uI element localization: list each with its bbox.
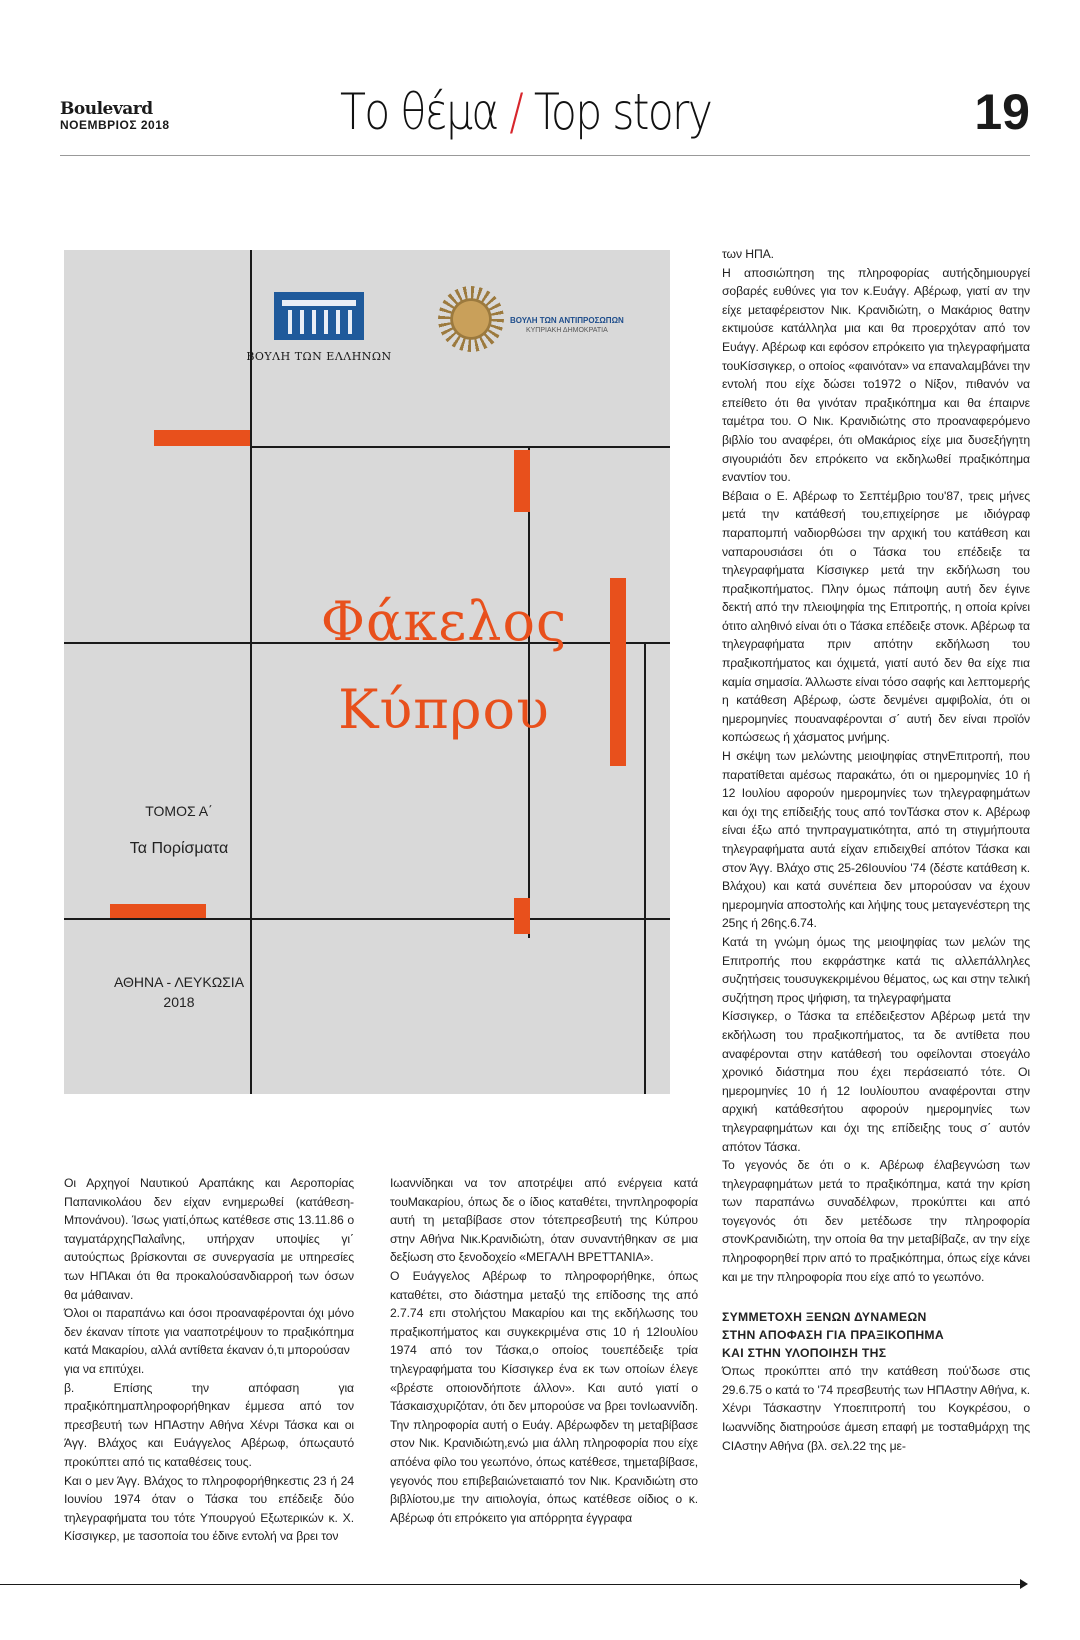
article-column-2 bbox=[390, 1174, 698, 1527]
masthead bbox=[60, 80, 1030, 156]
article-column-3 bbox=[722, 245, 1030, 1455]
article-paragraph: Και ο μεν Άγγ. Βλάχος το πληροφορήθηκεστις 23 ή 24 Ιουνίου 1974 όταν ο Τάσκα του επέδειξε δύο τηλεγραφήματα του τότε Υπουργού Εξωτερικών κ. Χ. Κίσσιγκερ, με τασοποία του έδινε εντολή να βρει τον bbox=[64, 1473, 354, 1544]
article-paragraph: Ιωαννίδηκαι να τον αποτρέψει από ενέργεια κατά τουΜακαρίου, όπως δε ο ίδιος καταθέτει, τηνπληροφορία αυτή τη μεταβίβασε στον τότεπρεσβευτή της Κύπρου στην Αθήνα Νικ.Κρανιδιώτη, όταν συναντήθηκαν σε μια δεξίωση στο ξενοδοχείο «ΜΕΓΑΛΗ ΒΡΕΤΤΑΝΙΑ». bbox=[390, 1176, 698, 1265]
article-paragraph: των ΗΠΑ. bbox=[722, 247, 774, 261]
cover-year: 2018 bbox=[163, 994, 195, 1010]
cover-line bbox=[250, 250, 252, 1094]
hellenic-parliament-logo bbox=[244, 292, 394, 363]
page-number: 19 bbox=[974, 84, 1030, 140]
parliament-caption: ΒΟΥΛΗ ΤΩΝ ΕΛΛΗΝΩΝ bbox=[246, 350, 392, 363]
header-divider bbox=[60, 155, 1030, 156]
cover-volume-subtitle: Τα Πορίσματα bbox=[129, 840, 229, 857]
section-title-greek: Το θέμα bbox=[340, 83, 498, 141]
cover-title-line1: Φάκελος bbox=[320, 590, 568, 653]
continue-arrow-icon bbox=[1020, 1579, 1028, 1589]
article-paragraph: Κίσσιγκερ, ο Τάσκα τα επέδειξεστον Αβέρωφ μετά την εκδήλωση του πραξικοπήματος, τα δε αντίθετα που αναφέρονται στην κατάθεσή του οφείλονται στοεγάλο χρονικό διάστημα που έχει περάσειαπό τότε. Οι ημερομηνίες 10 ή 12 Ιουλίουπου αναφέρονται στην αρχική κατάθεσήτου αφορούν ημερομηνίες των τηλεγραφημάτων και όχι της επίδειξης τους σ΄ αυτόν απότον Τάσκα. bbox=[722, 1009, 1030, 1154]
issue-date: ΝΟΕΜΒΡΙΟΣ 2018 bbox=[60, 118, 170, 132]
article-paragraph: Ο Ευάγγελος Αβέρωφ το πληροφορήθηκε, όπως καταθέτει, στο διάστημα μεταξύ της επίδοσης της από 2.7.74 επι στολήςτου Μακαρίου και της εκδήλωσης του πραξικοπήματος και συγκεκριμένα στις 10 ή 12Ιουλίου 1974 από τον Τάσκα,ο οποίος τουεπέδειξε τρία τηλεγραφήματα του Κίσσιγκερ ένα εκ των οποίων έλεγε «βρέστε οποιονδήποτε άλλον». Και αυτό γιατί ο Τάσκαισχυριζόταν, ότι δεν μπορούσε να βρει τονΙωαννίδη. Την πληροφορία αυτή ο Ευάγ. Αβέρωφδεν τη μεταβίβασε στον Νικ. Κρανιδιώτη,ενώ μια άλλη πληροφορία που είχε απόένα φίλο του γεωπόνο, όπως κατέθεσε, τημεταβίβασε, γεγονός που επιβεβαιώνεταιαπό τον Νικ. Κρανιδιώτη στο βιβλίοτου,με την αιτιολογία, όπως κατέθεσε οίδιος ο κ. Αβέρωφ ότι επρόκειτο για απόρρητα έγγραφα bbox=[390, 1268, 698, 1525]
article-paragraph: για να επιτύχει. bbox=[64, 1361, 145, 1376]
cover-orange-bar bbox=[610, 578, 626, 766]
section-title-english: Top story bbox=[533, 83, 712, 141]
cover-line bbox=[250, 446, 670, 448]
article-paragraph: Βέβαια ο Ε. Αβέρωφ το Σεπτέμβριο του'87, τρεις μήνες μετά την κατάθεσή του,επιχείρησε με ιδιόγραφ παραπομπή ναδιορθώσει την αρχική του κατάθεση και ναπαρουσιάσει ότι ο Τάσκα του επέδειξε τα τηλεγραφήματα Κίσσιγκερ μετά την εκδήλωση του πραξικοπήματος. Πλην όμως πάποψη αυτή δεν έγινε δεκτή από την πλειοψηφία της Επιτροπής, η οποία κρίνει ότιτο αληθινό είναι ότι ο Τάσκα επέδειξε στονκ. Αβέρωφ τα τηλεγραφήματα πριν απότην εκδήλωση του πραξικοπήματος και όχιμετά, γιατί αυτό δεν θα είχε πια καμία σημασία. Άλλωστε είναι τόσο σαφής και λεπτομερής bbox=[722, 488, 1030, 689]
parliament-building-icon bbox=[274, 292, 364, 340]
article-paragraph: Όλοι οι παραπάνω και όσοι προαναφέρονται όχι μόνο δεν έκαναν τίποτε για νααποτρέψουν το πραξικόπημα κατά Μακαρίου, αλλά αντίθετα έκαναν ό,τι μπορούσαν bbox=[64, 1306, 354, 1358]
article-column-1 bbox=[64, 1174, 354, 1546]
article-paragraph: Όπως προκύπτει από την κατάθεση πού'δωσε στις 29.6.75 ο κατά το '74 πρεσβευτής των ΗΠΑστην Αθήνα, κ. Χένρι Τάσκαστην Υποεπιτροπή του Κογκρέσου, ο Ιωαννίδης διατηρούσε άμεση επαφή με τοσταθμάρχη της CIAστην Αθήνα (βλ. σελ.22 της με- bbox=[722, 1364, 1030, 1453]
article-paragraph: β. Επίσης την απόφαση για πραξικόπημαπληροφορήθηκαν έμμεσα από τον πρεσβευτή των ΗΠΑστην Αθήνα Χένρι Τάσκα και οι Άγγ. Βλάχος και Ευάγγελος Αβέρωφ, όπωςαυτό προκύπτει από τις καταθέσεις τους. bbox=[64, 1380, 354, 1469]
footer-divider bbox=[0, 1584, 1022, 1585]
report-cover-image bbox=[64, 250, 670, 1094]
cover-volume: ΤΟΜΟΣ Α΄ bbox=[145, 803, 213, 819]
cover-orange-bar bbox=[514, 898, 530, 934]
article-paragraph: Το γεγονός δε ότι ο κ. Αβέρωφ έλαβεγνώση των τηλεγραφημάτων μετά το πραξικόπημα, κατά την κρίση των παραπάνω συναδέλφων, προκύπτει και από τογεγονός ότι δεν μετέδωσε την πληροφορία στονΚρανιδιώτη, την οποία θα την μεταβίβαζε, αν την είχε πληροφορηθεί πριν από το πραξικόπημα, όπως είχε κάνει και με την πληροφορία που είχε από το γεωπόνο. bbox=[722, 1158, 1030, 1284]
article-paragraph: Κατά τη γνώμη όμως της μειοψηφίας των μελών της Επιτροπής που εκφράστηκε κατά τις αλλεπάλληλες συζητήσεις τουσυγκεκριμένου θέματος, ως και στην τελική συζήτηση προς ψήφιση, τα τηλεγραφήματα bbox=[722, 934, 1030, 1005]
article-subheading bbox=[722, 1308, 1030, 1362]
brand-name: Boulevard bbox=[60, 99, 153, 119]
cover-orange-bar bbox=[154, 430, 250, 446]
brand-block bbox=[60, 100, 170, 132]
article-paragraph: η κατάθεση Αβέρωφ, ώστε δενμένει αμφιβολία, ότι οι ημερομηνίες πουαναφέρονται σ΄ αυτή δεν είναι προϊόν κοπώσεως ή χάσματος μνήμης. bbox=[722, 693, 1030, 745]
sun-emblem-icon bbox=[438, 286, 504, 352]
cover-title-line2: Κύπρου bbox=[338, 678, 550, 741]
cyprus-parliament-text bbox=[510, 316, 624, 336]
cover-line bbox=[644, 642, 646, 1094]
cover-place: ΑΘΗΝΑ - ΛΕΥΚΩΣΙΑ bbox=[113, 974, 245, 990]
article-paragraph: Οι Αρχηγοί Ναυτικού Αραπάκης και Αεροπορίας Παπανικολάου δεν είχαν ενημερωθεί (κατάθεση-Μπονάνου). Ίσως γιατί,όπως κατέθεσε στις 13.11.86 ο ταγματάρχηςΠαλαΐνης, υπήρχαν υποψίες γι΄ αυτούςπως βρίσκονται σε συνεργασία με υπηρεσίες των ΗΠΑκαι ότι θα προκαλούσανδιαρροή των όσων θα μάθαιναν. bbox=[64, 1176, 354, 1302]
cyprus-republic-label: ΚΥΠΡΙΑΚΗ ΔΗΜΟΚΡΑΤΙΑ bbox=[525, 327, 608, 334]
section-title bbox=[340, 80, 711, 144]
cyprus-parliament-name: ΒΟΥΛΗ ΤΩΝ ΑΝΤΙΠΡΟΣΩΠΩΝ bbox=[510, 316, 624, 325]
subheading-line: ΣΥΜΜΕΤΟΧΗ ΞΕΝΩΝ ΔΥΝΑΜΕΩΝ bbox=[722, 1310, 927, 1325]
subheading-line: ΚΑΙ ΣΤΗΝ ΥΛΟΠΟΙΗΣΗ ΤΗΣ bbox=[722, 1346, 887, 1361]
cover-title bbox=[294, 578, 594, 754]
section-title-separator: / bbox=[509, 83, 523, 141]
cover-line bbox=[64, 918, 670, 920]
cover-orange-bar bbox=[514, 450, 530, 512]
cover-orange-bar bbox=[110, 904, 206, 918]
article-paragraph: Η αποσιώπηση της πληροφορίας αυτήςδημιουργεί σοβαρές ευθύνες για τον κ.Ευάγγ. Αβέρωφ, γιατί αν την είχε μεταφέρειστον Νικ. Κρανιδιώτη, ο Μακάριος θατην εκτιμούσε κατάλληλα μια και θα προερχόταν από τον Ευάγγ. Αβέρωφ και εφόσον επρόκειτο για τηλεγραφήματα τουΚίσσιγκερ, ο οποίος «φαινόταν» να επαναλαμβάνει την εντολή που είχε δώσει το1972 ο Νίξον, πιθανόν να επείθετο ότι θα γινόταν πραξικόπημα και θα έπαιρνε ταμέτρα του. Ο Νικ. Κρανιδιώτης στο προαναφερόμενο βιβλίο του αναφέρει, ότι οΜακάριος είχε μια δυσεξήγητη σιγουριάότι δεν επρόκειτο να εκδηλωθεί πραξικόπημα εναντίον του. bbox=[722, 265, 1030, 485]
article-paragraph: Η σκέψη των μελώντης μειοψηφίας στηνΕπιτροπή, που παρατίθεται αμέσως παρακάτω, ότι οι ημερομηνίες 10 ή 12 Ιουλίου αφορούν ημερομηνίες των τηλεγραφημάτων και όχι της επίδειξής τους από τονΤάσκα στον κ. Αβέρωφ είναι έξω από τηνπραγματικότητα, από τη στιγμήπουτα τηλεγραφήματα αυτά είχαν επιδειχθεί απότον Τάσκα και στον Άγγ. Βλάχο στις 25-26Ιουνίου '74 (δέστε κατάθεση κ. Βλάχου) και κατά συνέπεια δεν μπορούσαν να έχουν ημερομηνία αποστολής και λήψης τους μεταγενέστερη της 25ης ή 26ης.6.74. bbox=[722, 749, 1030, 931]
cover-place-year bbox=[89, 972, 269, 1012]
subheading-line: ΣΤΗΝ ΑΠΟΦΑΣΗ ΓΙΑ ΠΡΑΞΙΚΟΠΗΜΑ bbox=[722, 1328, 944, 1343]
